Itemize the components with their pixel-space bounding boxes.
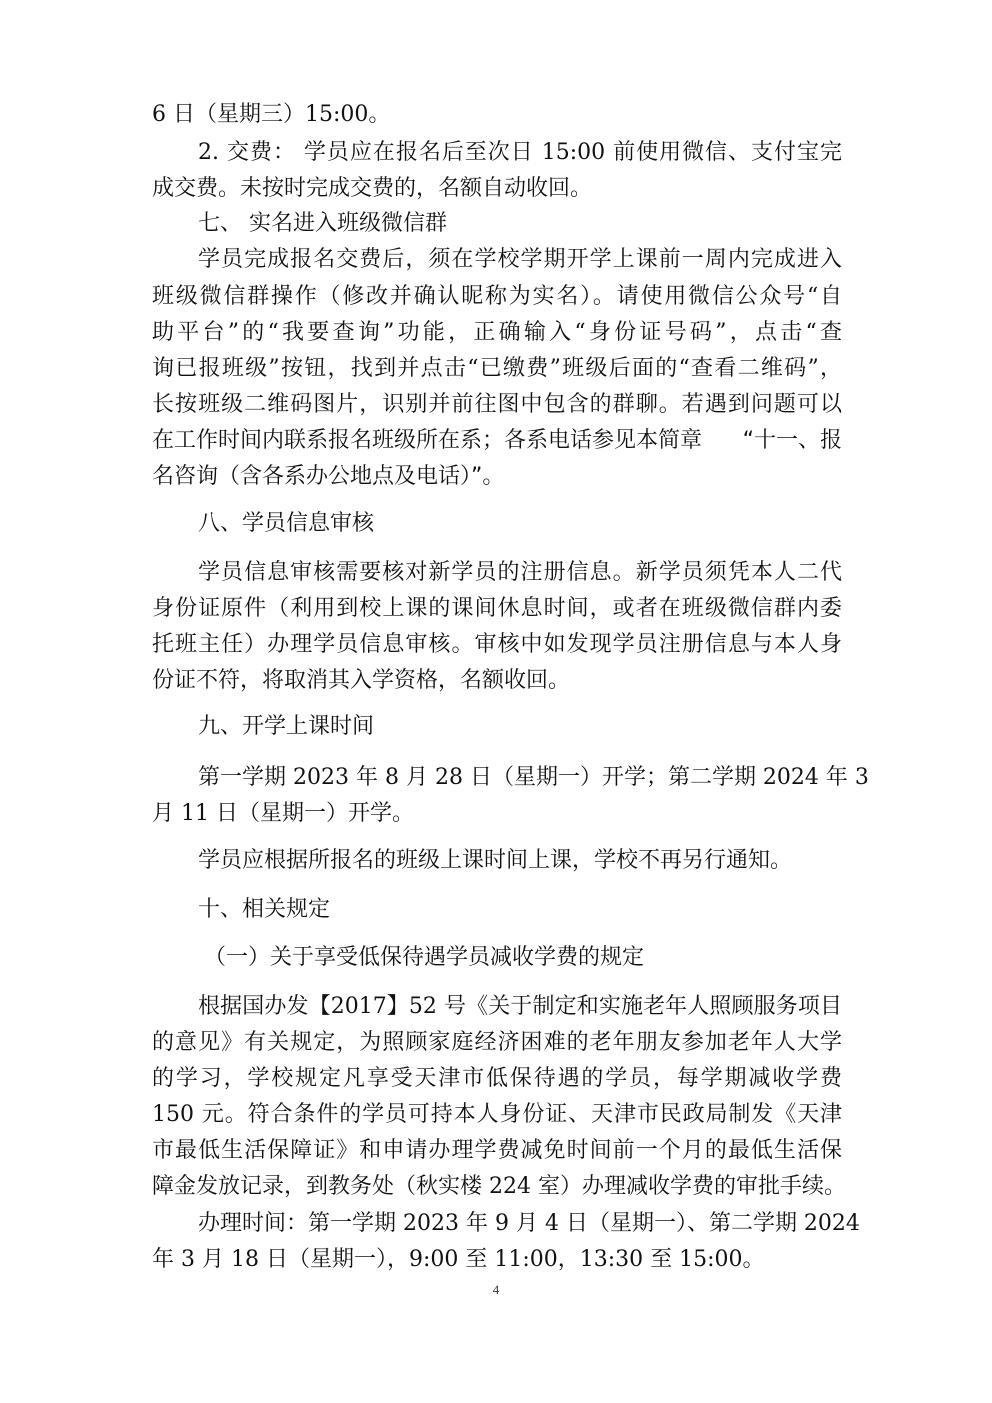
paragraph-line: 助平台”的“我要查询”功能，正确输入“身份证号码”，点击“查 [152, 320, 842, 345]
paragraph-line: 年 3 月 18 日（星期一），9:00 至 11:00，13:30 至 15:00。 [152, 1247, 765, 1272]
paragraph-line: 成交费。未按时完成交费的，名额自动收回。 [152, 176, 593, 201]
paragraph-line: 障金发放记录，到教务处（秋实楼 224 室）办理减收学费的审批手续。 [152, 1174, 846, 1199]
paragraph-line: 第一学期 2023 年 8 月 28 日（星期一）开学；第二学期 2024 年 3 [198, 765, 869, 790]
section-reference: 名咨询（含各系办公地点及电话）”。 [152, 464, 505, 489]
section-reference: “十一、报 [742, 428, 842, 453]
paragraph-line: 身份证原件（利用到校上课的课间休息时间，或者在班级微信群内委 [152, 596, 842, 621]
paragraph-line: 月 11 日（星期一）开学。 [152, 801, 414, 826]
paragraph-line: 的学习，学校规定凡享受天津市低保待遇的学员，每学期减收学费 [152, 1066, 842, 1091]
section-heading-9: 九、开学上课时间 [198, 714, 375, 739]
page-number: 4 [492, 1282, 500, 1297]
paragraph-line: 6 日（星期三）15:00。 [152, 102, 391, 127]
section-heading-8: 八、学员信息审核 [198, 511, 375, 536]
paragraph-line: 办理时间：第一学期 2023 年 9 月 4 日（星期一）、第二学期 2024 [198, 1211, 860, 1236]
paragraph-line: 长按班级二维码图片，识别并前往图中包含的群聊。若遇到问题可以 [152, 392, 842, 417]
paragraph-line [152, 424, 842, 458]
paragraph-line: 市最低生活保障证》和申请办理学费减免时间前一个月的最低生活保 [152, 1138, 842, 1163]
paragraph-line: 的意见》有关规定，为照顾家庭经济困难的老年朋友参加老年人大学 [152, 1030, 842, 1055]
paragraph-line: 2. 交费： 学员应在报名后至次日 15:00 前使用微信、支付宝完 [198, 140, 842, 165]
paragraph-text: 在工作时间内联系报名班级所在系；各系电话参见本简章 [152, 428, 703, 453]
paragraph-line: 150 元。符合条件的学员可持本人身份证、天津市民政局制发《天津 [152, 1102, 842, 1127]
paragraph-line: 份证不符，将取消其入学资格，名额收回。 [152, 668, 571, 693]
paragraph-line: 学员完成报名交费后，须在学校学期开学上课前一周内完成进入 [198, 247, 842, 272]
paragraph-line: 询已报班级”按钮，找到并点击“已缴费”班级后面的“查看二维码”， [152, 356, 842, 381]
paragraph-line: 班级微信群操作（修改并确认昵称为实名）。请使用微信公众号“自 [152, 284, 842, 309]
paragraph-line: 学员应根据所报名的班级上课时间上课，学校不再另行通知。 [198, 848, 793, 873]
subsection-heading: （一）关于享受低保待遇学员减收学费的规定 [204, 945, 645, 970]
section-heading-10: 十、相关规定 [198, 897, 331, 922]
paragraph-line: 根据国办发【2017】52 号《关于制定和实施老年人照顾服务项目 [198, 994, 842, 1019]
paragraph-line: 托班主任）办理学员信息审核。审核中如发现学员注册信息与本人身 [152, 632, 842, 657]
paragraph-line: 学员信息审核需要核对新学员的注册信息。新学员须凭本人二代 [198, 560, 842, 585]
section-heading-7: 七、 实名进入班级微信群 [198, 211, 447, 236]
